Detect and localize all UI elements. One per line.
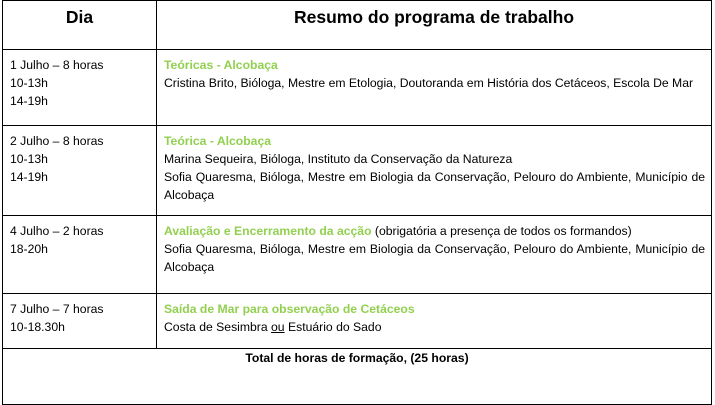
time-slot: 10-13h bbox=[10, 76, 48, 90]
session-title: Teóricas - Alcobaça bbox=[164, 58, 278, 72]
header-summary bbox=[157, 1, 712, 50]
summary-cell bbox=[157, 50, 712, 126]
day-label: 7 Julho – 7 horas bbox=[10, 302, 104, 316]
table-row bbox=[3, 50, 712, 126]
speaker-line: Cristina Brito, Bióloga, Mestre em Etologia, Doutoranda em História dos Cetáceos, Escola De Mar bbox=[164, 76, 694, 90]
total-row bbox=[3, 349, 712, 405]
time-slot: 14-19h bbox=[10, 170, 48, 184]
session-title: Saída de Mar para observação de Cetáceos bbox=[164, 302, 415, 316]
day-label: 4 Julho – 2 horas bbox=[10, 224, 104, 238]
table-row bbox=[3, 216, 712, 294]
session-note: (obrigatória a presença de todos os formandos) bbox=[371, 224, 632, 238]
session-title: Avaliação e Encerramento da acção bbox=[164, 224, 372, 238]
summary-cell bbox=[157, 216, 712, 294]
speaker-line: Sofia Quaresma, Bióloga, Mestre em Biologia da Conservação, Pelouro do Ambiente, Município de Alcobaça bbox=[164, 170, 705, 202]
day-label: 1 Julho – 8 horas bbox=[10, 58, 104, 72]
speaker-line: Marina Sequeira, Bióloga, Instituto da Conservação da Natureza bbox=[164, 152, 513, 166]
header-day bbox=[3, 1, 157, 50]
location-line bbox=[164, 318, 705, 336]
day-cell bbox=[3, 294, 157, 349]
day-cell bbox=[3, 126, 157, 216]
header-summary-label: Resumo do programa de trabalho bbox=[293, 7, 575, 27]
program-table bbox=[2, 0, 712, 405]
session-title-line bbox=[164, 222, 705, 240]
table-row bbox=[3, 126, 712, 216]
total-hours: Total de horas de formação, (25 horas) bbox=[245, 351, 469, 365]
summary-cell bbox=[157, 126, 712, 216]
location-a: Costa de Sesimbra bbox=[164, 320, 272, 334]
time-slot: 18-20h bbox=[10, 242, 48, 256]
location-b: Estuário do Sado bbox=[284, 320, 382, 334]
session-title: Teórica - Alcobaça bbox=[164, 134, 272, 148]
summary-cell bbox=[157, 294, 712, 349]
day-cell bbox=[3, 216, 157, 294]
time-slot: 10-13h bbox=[10, 152, 48, 166]
day-cell bbox=[3, 50, 157, 126]
header-row bbox=[3, 1, 712, 50]
location-or: ou bbox=[271, 320, 285, 334]
table-row bbox=[3, 294, 712, 349]
total-cell bbox=[3, 349, 712, 405]
time-slot: 10-18.30h bbox=[10, 320, 65, 334]
speaker-line: Sofia Quaresma, Bióloga, Mestre em Biologia da Conservação, Pelouro do Ambiente, Município de Alcobaça bbox=[164, 242, 705, 274]
day-label: 2 Julho – 8 horas bbox=[10, 134, 104, 148]
header-day-label: Dia bbox=[65, 7, 94, 27]
time-slot: 14-19h bbox=[10, 94, 48, 108]
